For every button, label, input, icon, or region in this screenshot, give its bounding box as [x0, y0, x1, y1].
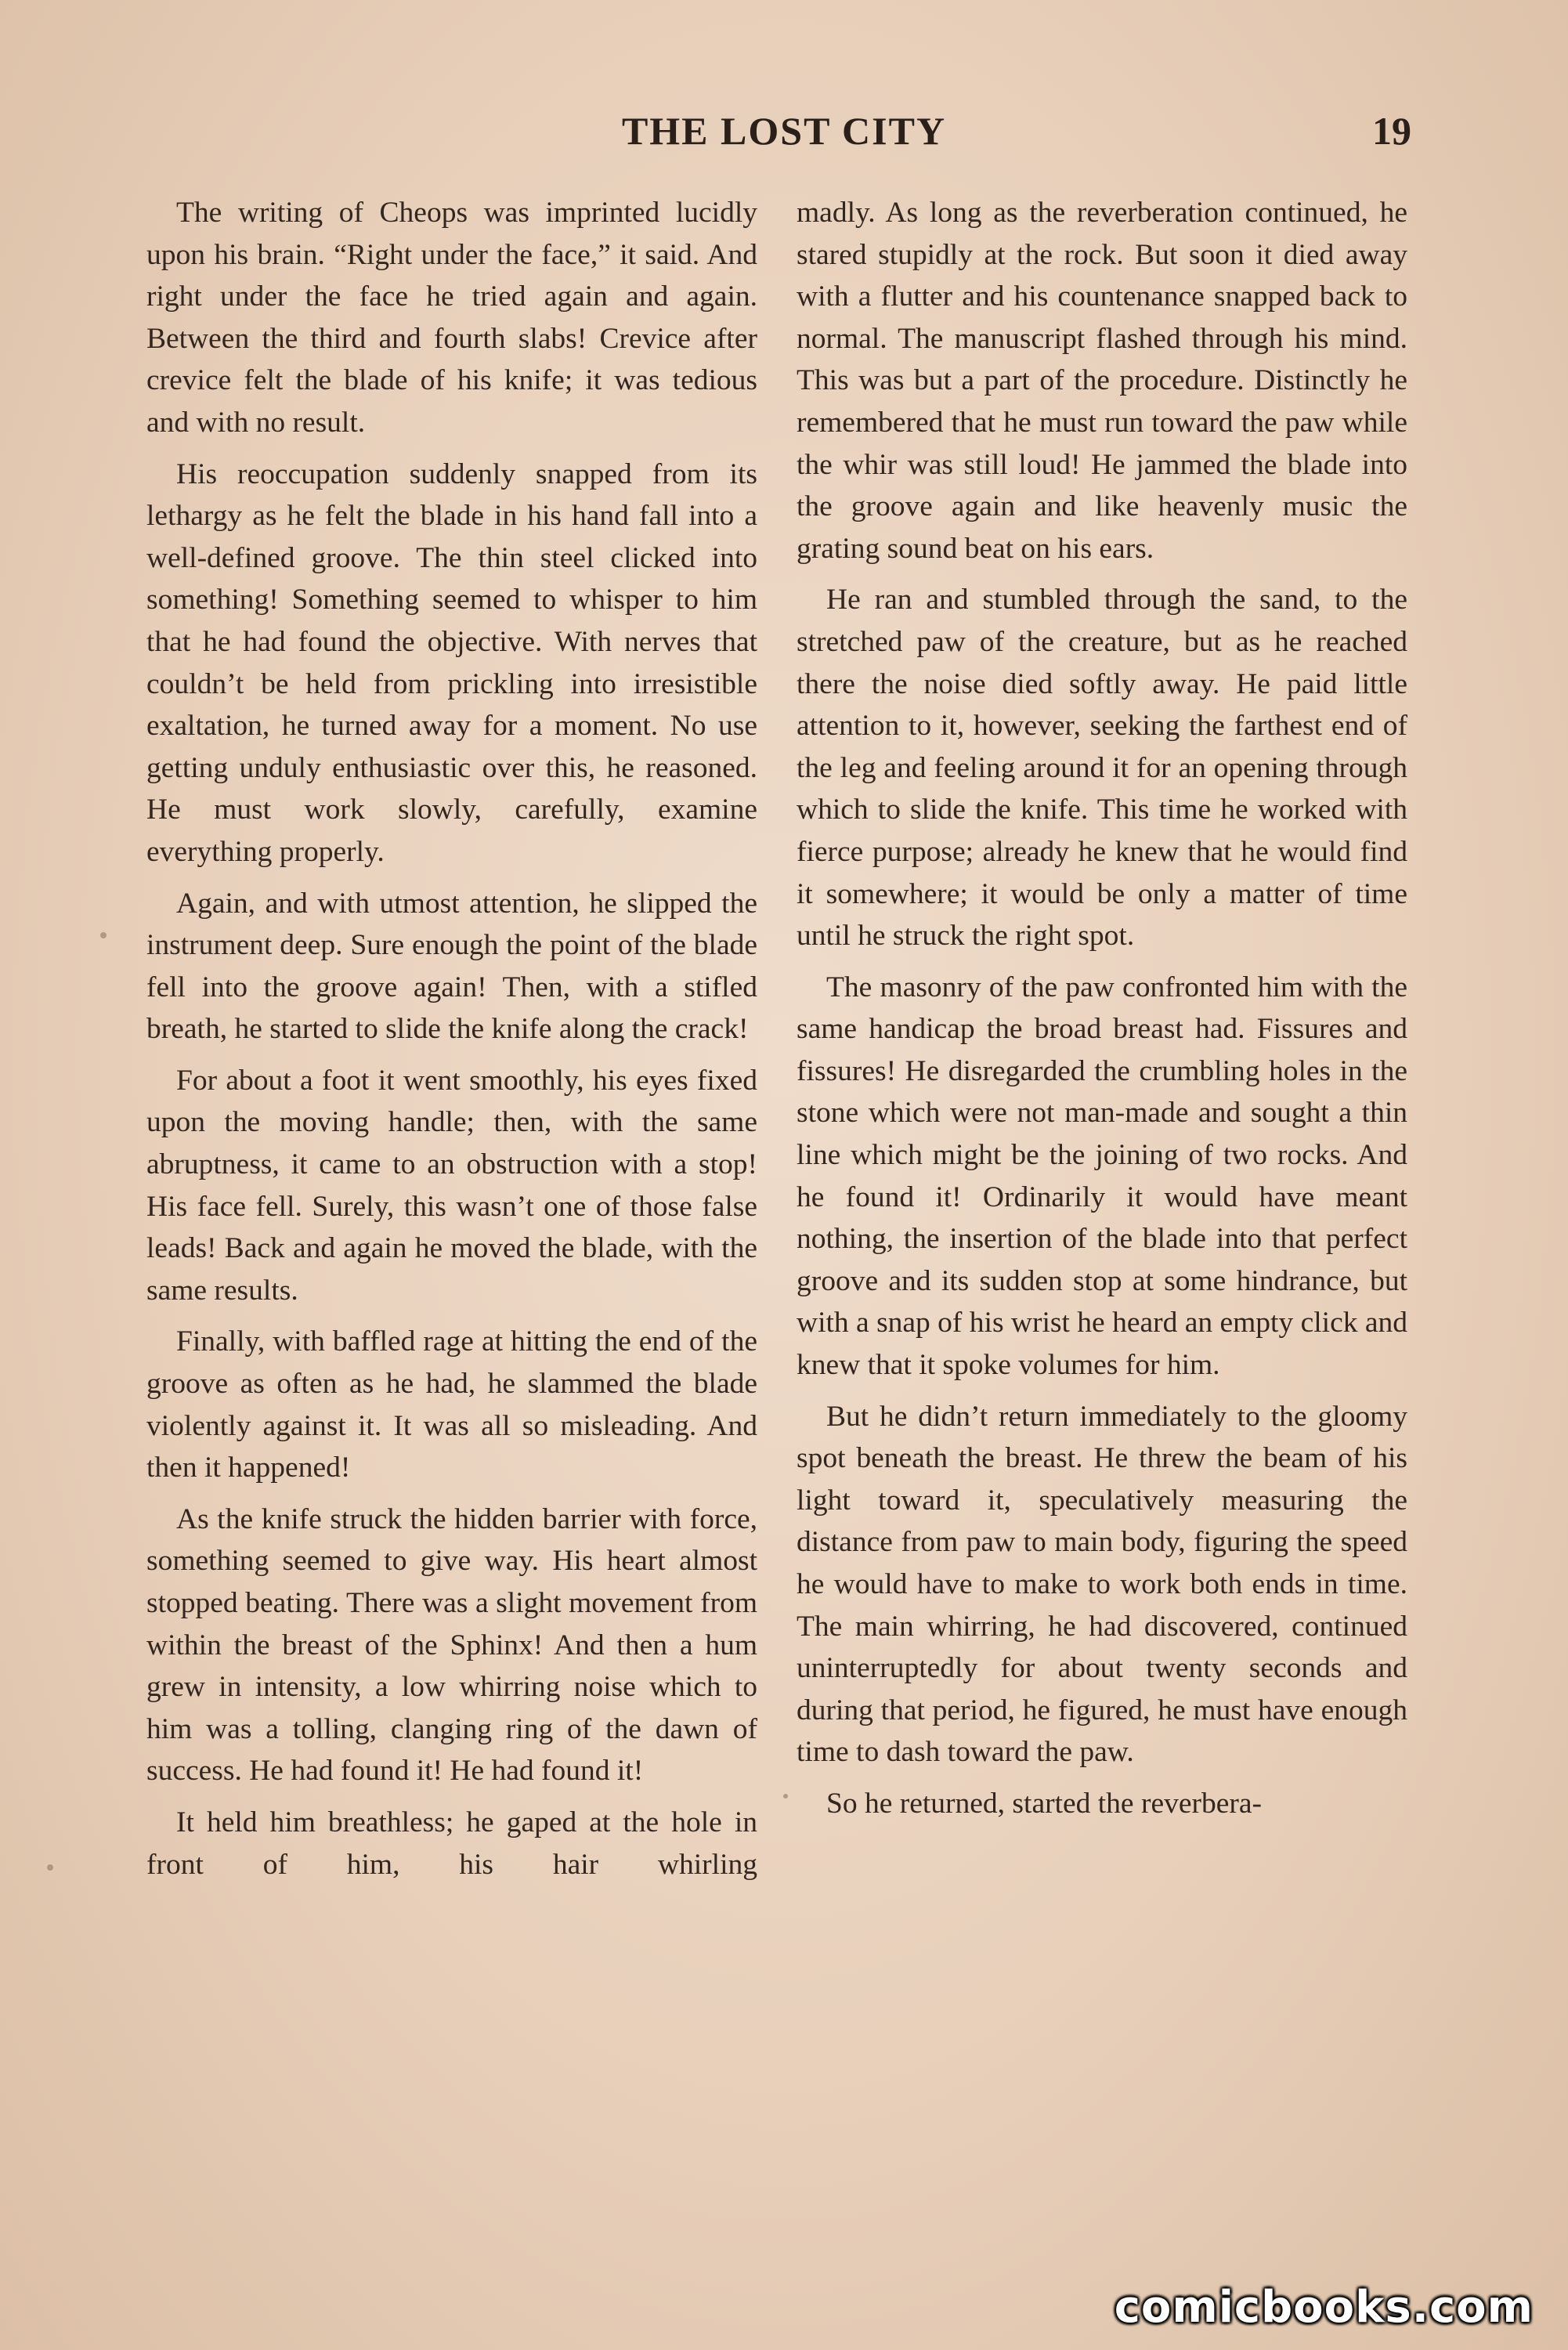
right-column: [797, 192, 1407, 1835]
paragraph: His reoccupation suddenly snapped from its lethargy as he felt the blade in his hand fall into a well-defined groove. The thin steel clicked into something! Something seemed to whisper to him that he had found the objective. With nerves that couldn’t be held from prickling into irresistible exaltation, he turned away for a moment. No use getting unduly enthusiastic over this, he reasoned. He must work slowly, carefully, examine everything properly.: [146, 457, 757, 868]
paragraph: Again, and with utmost attention, he slipped the instrument deep. Sure enough the point of the blade fell into the groove again! Then, with a stifled breath, he started to slide the knife along the crack!: [146, 887, 757, 1046]
paper-speck: [783, 1794, 788, 1799]
watermark-logo: comicbooks.com: [1114, 2282, 1534, 2333]
left-column: [146, 192, 757, 1895]
paragraph: Finally, with baffled rage at hitting the end of the groove as often as he had, he slammed the blade violently against it. It was all so misleading. And then it happened!: [146, 1325, 757, 1484]
paragraph: But he didn’t return immediately to the gloomy spot beneath the breast. He threw the beam of his light toward it, speculatively measuring the distance from paw to main body, figuring the speed he would have to make to work both ends in time. The main whirring, he had discovered, continued uninterruptedly for about twenty seconds and during that period, he figured, he must have enough time to dash toward the paw.: [797, 1400, 1407, 1769]
paragraph: madly. As long as the reverberation continued, he stared stupidly at the rock. But soon it died away with a flutter and his countenance snapped back to normal. The manuscript flashed through his mind. This was but a part of the procedure. Distinctly he remembered that he must run toward the paw while the whir was still loud! He jammed the blade into the groove again and like heavenly music the grating sound beat on his ears.: [797, 197, 1407, 565]
page-number: 19: [1372, 109, 1411, 153]
paper-speck: [100, 932, 107, 938]
running-title: THE LOST CITY: [621, 109, 947, 153]
paragraph: So he returned, started the reverbera-: [826, 1787, 1262, 1820]
running-head: [0, 102, 1568, 164]
paragraph: The masonry of the paw confronted him with the same handicap the broad breast had. Fissures and fissures! He disregarded the crumbling holes in the stone which were not man-made and sought a thin line which might be the joining of two rocks. And he found it! Ordinarily it would have meant nothing, the insertion of the blade into that perfect groove and its sudden stop at some hindrance, but with a snap of his wrist he heard an empty click and knew that it spoke volumes for him.: [797, 971, 1407, 1382]
paragraph: It held him breathless; he gaped at the hole in front of him, his hair whirling: [146, 1806, 757, 1881]
paragraph: For about a foot it went smoothly, his eyes fixed upon the moving handle; then, with the same abruptness, it came to an obstruction with a stop! His face fell. Surely, this wasn’t one of those false leads! Back and again he moved the blade, with the same results.: [146, 1064, 757, 1307]
paragraph: He ran and stumbled through the sand, to the stretched paw of the creature, but as he reached there the noise died softly away. He paid little attention to it, however, seeking the farthest end of the leg and feeling around it for an opening through which to slide the knife. This time he worked with fierce purpose; already he knew that he would find it somewhere; it would be only a matter of time until he struck the right spot.: [797, 584, 1407, 953]
paragraph: As the knife struck the hidden barrier with force, something seemed to give way. His heart almost stopped beating. There was a slight movement from within the breast of the Sphinx! And then a hum grew in intensity, a low whirring noise which to him was a tolling, clanging ring of the dawn of success. He had found it! He had found it!: [146, 1502, 757, 1788]
paper-speck: [47, 1864, 53, 1871]
paragraph: The writing of Cheops was imprinted lucidly upon his brain. “Right under the face,” it said. And right under the face he tried again and again. Between the third and fourth slabs! Crevice after crevice felt the blade of his knife; it was tedious and with no result.: [146, 197, 757, 439]
